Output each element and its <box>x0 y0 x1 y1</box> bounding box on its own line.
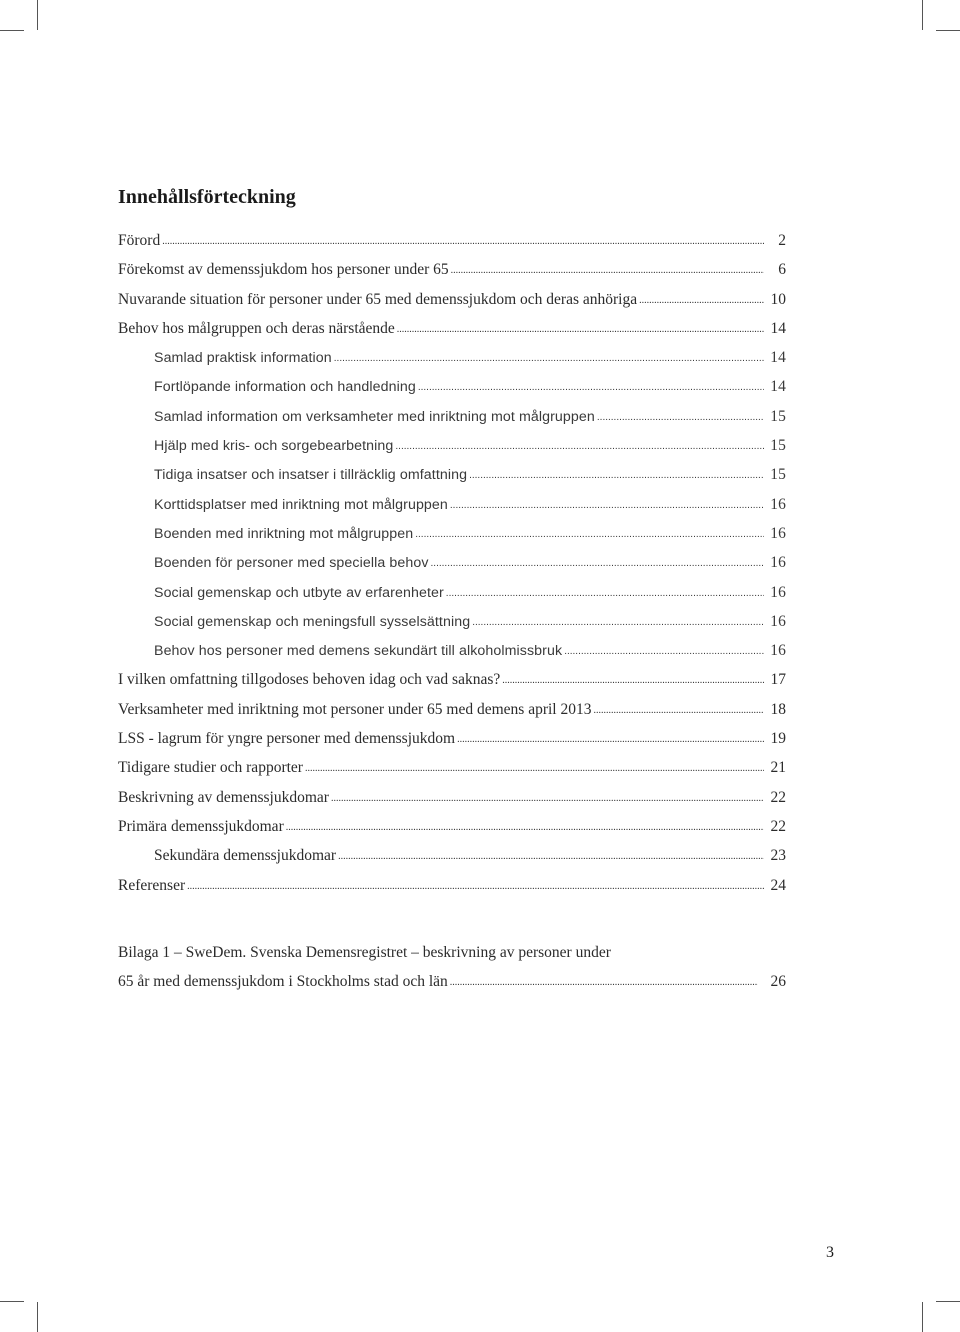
toc-entry-title: Samlad praktisk information <box>154 350 332 367</box>
toc-entry-title: Social gemenskap och meningsfull sysselsättning <box>154 613 471 630</box>
toc-entry[interactable] <box>118 695 786 724</box>
toc-entry[interactable] <box>118 519 786 548</box>
leader-dots <box>162 225 764 256</box>
toc-entry-page-number: 14 <box>770 349 786 367</box>
leader-dots <box>395 431 764 461</box>
toc-entry[interactable] <box>118 226 786 255</box>
leader-dots <box>305 752 764 783</box>
toc-entry[interactable] <box>118 841 786 870</box>
leader-dots <box>415 519 764 549</box>
toc-entry-page-number: 16 <box>770 554 786 572</box>
toc-entry[interactable] <box>118 490 786 519</box>
leader-dots <box>331 782 764 813</box>
toc-entry-page-number: 17 <box>770 671 786 689</box>
toc-entry-title: Tidigare studier och rapporter <box>118 759 303 777</box>
toc-entry-page-number: 14 <box>770 319 786 337</box>
toc-entry-title: Sekundära demenssjukdomar <box>154 847 337 865</box>
toc-entry-title: Behov hos personer med demens sekundärt till alkoholmissbruk <box>154 643 563 660</box>
leader-dots <box>594 694 765 725</box>
toc-entry-page-number: 15 <box>770 437 786 455</box>
leader-dots <box>450 490 764 520</box>
toc-entry-title: Referenser <box>118 876 186 894</box>
toc-entry-title: Fortlöpande information och handledning <box>154 379 416 396</box>
table-of-contents <box>118 226 786 900</box>
toc-entry-page-number: 15 <box>770 407 786 425</box>
appendix-title-line-2 <box>118 967 786 996</box>
crop-mark <box>936 1301 960 1302</box>
leader-dots <box>564 636 764 666</box>
toc-entry[interactable] <box>118 636 786 665</box>
toc-entry[interactable] <box>118 665 786 694</box>
toc-entry-title: Samlad information om verksamheter med inriktning mot målgruppen <box>154 408 595 425</box>
leader-dots <box>187 870 764 901</box>
toc-entry-title: Hjälp med kris- och sorgebearbetning <box>154 438 394 455</box>
toc-entry-title: Primära demenssjukdomar <box>118 817 284 835</box>
toc-entry-page-number: 6 <box>778 261 786 279</box>
leader-dots <box>451 254 764 285</box>
toc-entry-title: Förord <box>118 232 161 249</box>
toc-entry-title: Boenden med inriktning mot målgruppen <box>154 525 414 542</box>
crop-mark <box>0 30 24 31</box>
page-number: 3 <box>826 1244 834 1261</box>
leader-dots <box>334 343 764 373</box>
toc-entry-title: Beskrivning av demenssjukdomar <box>118 788 329 806</box>
leader-dots <box>469 460 764 490</box>
page-title: Innehållsförteckning <box>118 186 296 208</box>
toc-entry-title: I vilken omfattning tillgodoses behoven idag och vad saknas? <box>118 671 501 689</box>
toc-entry-page-number: 18 <box>770 700 786 718</box>
toc-entry[interactable] <box>118 783 786 812</box>
appendix-page-number: 26 <box>770 973 786 991</box>
toc-entry-title: LSS - lagrum för yngre personer med demenssjukdom <box>118 730 456 748</box>
toc-entry[interactable] <box>118 812 786 841</box>
toc-entry-page-number: 16 <box>770 495 786 513</box>
crop-mark <box>37 1302 38 1332</box>
toc-entry-page-number: 23 <box>770 847 786 865</box>
toc-entry-page-number: 15 <box>770 466 786 484</box>
crop-mark <box>922 1302 923 1332</box>
toc-entry-page-number: 21 <box>770 759 786 777</box>
toc-entry-title: Korttidsplatser med inriktning mot målgruppen <box>154 496 448 513</box>
leader-dots <box>472 607 764 637</box>
toc-entry[interactable] <box>118 724 786 753</box>
leader-dots <box>431 548 764 578</box>
appendix-entry[interactable] <box>118 938 786 997</box>
toc-entry[interactable] <box>118 753 786 782</box>
toc-entry-page-number: 16 <box>770 612 786 630</box>
crop-mark <box>922 0 923 30</box>
appendix-title-text: 65 år med demenssjukdom i Stockholms stad och län <box>118 973 448 991</box>
toc-entry-page-number: 14 <box>770 378 786 396</box>
toc-entry-page-number: 22 <box>770 817 786 835</box>
toc-entry[interactable] <box>118 372 786 401</box>
leader-dots <box>502 664 764 695</box>
crop-mark <box>936 30 960 31</box>
toc-entry-title: Behov hos målgruppen och deras närstående <box>118 319 395 337</box>
leader-dots <box>457 723 764 754</box>
toc-entry-page-number: 16 <box>770 642 786 660</box>
toc-entry[interactable] <box>118 548 786 577</box>
appendix-title-line-1: Bilaga 1 – SweDem. Svenska Demensregistret – beskrivning av personer under <box>118 944 611 961</box>
leader-dots <box>338 840 764 871</box>
toc-entry-page-number: 22 <box>770 788 786 806</box>
toc-entry-page-number: 16 <box>770 524 786 542</box>
toc-entry-page-number: 2 <box>778 232 786 249</box>
toc-entry-title: Tidiga insatser och insatser i tillräcklig omfattning <box>154 467 468 484</box>
toc-entry[interactable] <box>118 255 786 284</box>
leader-dots <box>450 966 758 997</box>
crop-mark <box>0 1301 24 1302</box>
leader-dots <box>639 284 764 315</box>
leader-dots <box>446 578 764 608</box>
toc-entry-page-number: 16 <box>770 583 786 601</box>
toc-entry-title: Social gemenskap och utbyte av erfarenheter <box>154 584 444 601</box>
toc-entry-page-number: 19 <box>770 730 786 748</box>
toc-entry-title: Boenden för personer med speciella behov <box>154 555 429 572</box>
toc-entry[interactable] <box>118 314 786 343</box>
toc-entry-title: Verksamheter med inriktning mot personer under 65 med demens april 2013 <box>118 700 592 718</box>
toc-entry[interactable] <box>118 402 786 431</box>
toc-entry-title: Förekomst av demenssjukdom hos personer under 65 <box>118 261 449 279</box>
toc-entry[interactable] <box>118 431 786 460</box>
leader-dots <box>397 313 764 344</box>
crop-mark <box>37 0 38 30</box>
toc-entry[interactable] <box>118 285 786 314</box>
toc-entry[interactable] <box>118 343 786 372</box>
toc-entry[interactable] <box>118 460 786 489</box>
leader-dots <box>597 402 764 432</box>
leader-dots <box>418 372 764 402</box>
leader-dots <box>286 811 764 842</box>
toc-entry[interactable] <box>118 871 786 900</box>
toc-entry-page-number: 10 <box>770 290 786 308</box>
toc-entry-title: Nuvarande situation för personer under 65 med demenssjukdom och deras anhöriga <box>118 290 638 308</box>
toc-entry[interactable] <box>118 578 786 607</box>
toc-entry[interactable] <box>118 607 786 636</box>
toc-entry-page-number: 24 <box>770 876 786 894</box>
